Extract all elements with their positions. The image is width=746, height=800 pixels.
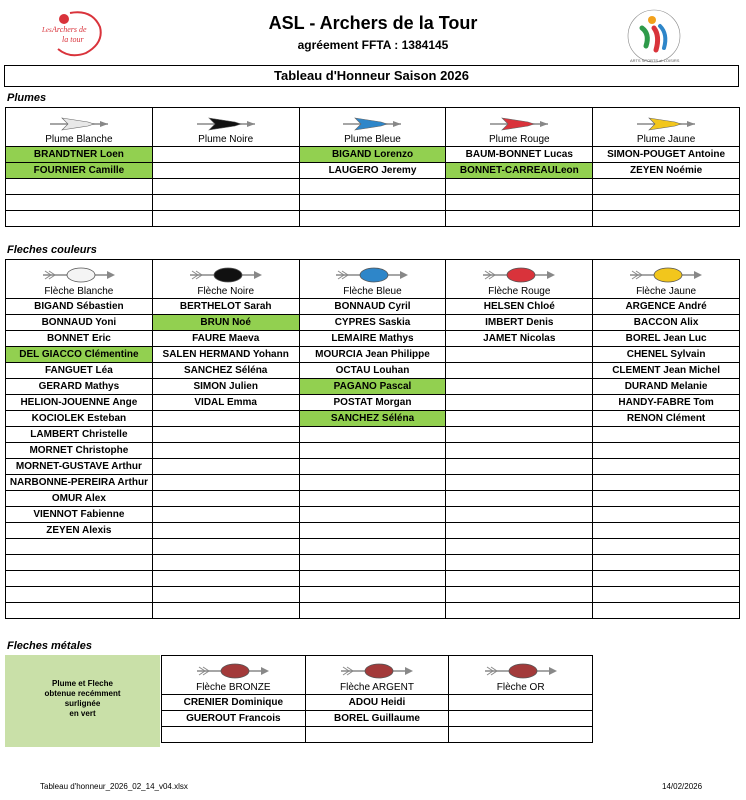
archer-name-cell [446, 603, 593, 619]
column-label: Flèche Rouge [488, 286, 551, 297]
archer-name-cell: LAMBERT Christelle [6, 427, 153, 443]
archer-name-cell: SIMON Julien [152, 379, 299, 395]
table-row [6, 147, 740, 163]
table-row [6, 315, 740, 331]
column-label: Flèche BRONZE [196, 682, 271, 693]
archer-name-cell: LEMAIRE Mathys [299, 331, 446, 347]
archer-name-cell [299, 539, 446, 555]
table-row [6, 395, 740, 411]
archer-name-cell [299, 475, 446, 491]
archer-name-cell: VIENNOT Fabienne [6, 507, 153, 523]
plumes-table [5, 107, 740, 227]
archer-name-cell [446, 379, 593, 395]
archer-name-cell [6, 571, 153, 587]
page-title: ASL - Archers de la Tour [268, 13, 478, 33]
table-row [6, 507, 740, 523]
archer-name-cell: VIDAL Emma [152, 395, 299, 411]
archer-name-cell [446, 179, 593, 195]
svg-text:Archers de: Archers de [52, 25, 87, 34]
archer-name-cell [305, 727, 449, 743]
table-row [162, 727, 593, 743]
table-row [6, 443, 740, 459]
column-label: Flèche Blanche [44, 286, 114, 297]
archer-name-cell: CLEMENT Jean Michel [593, 363, 740, 379]
column-header [446, 260, 593, 299]
arrow-icon [188, 266, 264, 284]
honour-board-banner: Tableau d'Honneur Saison 2026 [4, 65, 739, 87]
feather-icon [341, 116, 403, 132]
column-label: Flèche Noire [197, 286, 255, 297]
archer-name-cell [593, 179, 740, 195]
archer-name-cell [593, 491, 740, 507]
archer-name-cell: HELSEN Chloé [446, 299, 593, 315]
archer-name-cell [152, 163, 299, 179]
archer-name-cell: CHENEL Sylvain [593, 347, 740, 363]
table-row [6, 363, 740, 379]
archer-name-cell: CYPRES Saskia [299, 315, 446, 331]
table-row [6, 491, 740, 507]
archer-name-cell [299, 195, 446, 211]
column-label: Plume Rouge [488, 134, 550, 145]
feather-icon [48, 116, 110, 132]
archer-name-cell: BRANDTNER Loen [6, 147, 153, 163]
archer-name-cell: IMBERT Denis [446, 315, 593, 331]
table-row [6, 411, 740, 427]
archer-name-cell: BACCON Alix [593, 315, 740, 331]
table-row [6, 555, 740, 571]
archer-name-cell [152, 411, 299, 427]
archer-name-cell: POSTAT Morgan [299, 395, 446, 411]
legend-line-1: Plume et Fleche [52, 679, 113, 688]
agreement-number: agréement FFTA : 1384145 [297, 38, 449, 52]
archer-name-cell [449, 711, 593, 727]
arrow-icon [339, 662, 415, 680]
archer-name-cell [299, 427, 446, 443]
archer-name-cell: KOCIOLEK Esteban [6, 411, 153, 427]
archer-name-cell: DURAND Melanie [593, 379, 740, 395]
archer-name-cell [446, 395, 593, 411]
archer-name-cell: SANCHEZ Séléna [152, 363, 299, 379]
archer-name-cell [162, 727, 306, 743]
archer-name-cell: BOREL Guillaume [305, 711, 449, 727]
archer-name-cell [446, 555, 593, 571]
archer-name-cell [299, 507, 446, 523]
archer-name-cell [6, 555, 153, 571]
table-row [6, 211, 740, 227]
archer-name-cell [152, 459, 299, 475]
archer-name-cell: HANDY-FABRE Tom [593, 395, 740, 411]
archer-name-cell [446, 539, 593, 555]
archer-name-cell [449, 727, 593, 743]
archer-name-cell: MORNET-GUSTAVE Arthur [6, 459, 153, 475]
column-label: Plume Bleue [344, 134, 401, 145]
archer-name-cell [446, 411, 593, 427]
table-row [6, 347, 740, 363]
column-header [152, 108, 299, 147]
archer-name-cell: BONNET Eric [6, 331, 153, 347]
table-row [162, 695, 593, 711]
archer-name-cell: BIGAND Lorenzo [299, 147, 446, 163]
archer-name-cell: ARGENCE André [593, 299, 740, 315]
feather-icon [635, 116, 697, 132]
column-label: Plume Jaune [636, 134, 696, 145]
archer-name-cell [299, 211, 446, 227]
column-header [449, 656, 593, 695]
archer-name-cell [152, 523, 299, 539]
archer-name-cell: SIMON-POUGET Antoine [593, 147, 740, 163]
table-row [6, 179, 740, 195]
column-header [6, 260, 153, 299]
archer-name-cell: BIGAND Sébastien [6, 299, 153, 315]
table-row [6, 331, 740, 347]
archer-name-cell: FOURNIER Camille [6, 163, 153, 179]
archer-name-cell [593, 459, 740, 475]
column-header [152, 260, 299, 299]
archer-name-cell [593, 571, 740, 587]
archer-name-cell: CRENIER Dominique [162, 695, 306, 711]
archer-name-cell [593, 443, 740, 459]
plumes-section-title: Plumes [7, 92, 47, 104]
archer-name-cell [593, 475, 740, 491]
fleches-couleurs-table [5, 259, 740, 619]
archer-name-cell [593, 195, 740, 211]
archer-name-cell: ZEYEN Noémie [593, 163, 740, 179]
archer-name-cell: OMUR Alex [6, 491, 153, 507]
table-row [6, 475, 740, 491]
column-label: Flèche ARGENT [340, 682, 414, 693]
table-row [6, 587, 740, 603]
archer-name-cell [152, 571, 299, 587]
archer-name-cell: FANGUET Léa [6, 363, 153, 379]
column-header [593, 260, 740, 299]
archer-name-cell [593, 555, 740, 571]
archer-name-cell: MOURCIA Jean Philippe [299, 347, 446, 363]
archer-name-cell: MORNET Christophe [6, 443, 153, 459]
archer-name-cell [299, 555, 446, 571]
archer-name-cell [593, 603, 740, 619]
table-row [162, 711, 593, 727]
archer-name-cell [299, 443, 446, 459]
legend-line-4: en vert [69, 709, 96, 718]
archer-name-cell [6, 587, 153, 603]
table-row [6, 459, 740, 475]
column-header [446, 108, 593, 147]
arrow-icon [195, 662, 271, 680]
archer-name-cell: JAMET Nicolas [446, 331, 593, 347]
archer-name-cell [6, 539, 153, 555]
column-label: Flèche OR [496, 682, 545, 693]
archer-name-cell [299, 603, 446, 619]
legend-line-3: surlignée [64, 699, 101, 708]
archer-name-cell [299, 571, 446, 587]
archer-name-cell [446, 195, 593, 211]
table-row [6, 539, 740, 555]
archer-name-cell [446, 475, 593, 491]
archer-name-cell [299, 587, 446, 603]
archer-name-cell: NARBONNE-PEREIRA Arthur [6, 475, 153, 491]
archer-name-cell [446, 587, 593, 603]
table-row [6, 299, 740, 315]
archer-name-cell [6, 211, 153, 227]
archer-name-cell [152, 587, 299, 603]
archer-name-cell [446, 347, 593, 363]
arrow-icon [483, 662, 559, 680]
column-header [162, 656, 306, 695]
archer-name-cell: BAUM-BONNET Lucas [446, 147, 593, 163]
footer-filename: Tableau d'honneur_2026_02_14_v04.xlsx [40, 782, 188, 791]
fleches-metales-section-title: Fleches métales [7, 640, 92, 652]
archer-name-cell: BONNET-CARREAULeon [446, 163, 593, 179]
archer-name-cell: HELION-JOUENNE Ange [6, 395, 153, 411]
archer-name-cell [6, 179, 153, 195]
feather-icon [488, 116, 550, 132]
arrow-icon [334, 266, 410, 284]
legend-text [5, 679, 160, 719]
column-label: Plume Blanche [45, 134, 113, 145]
archer-name-cell [6, 603, 153, 619]
archer-name-cell [593, 427, 740, 443]
legend-line-2: obtenue recémment [44, 689, 121, 698]
archer-name-cell [446, 507, 593, 523]
archer-name-cell [152, 443, 299, 459]
column-header [299, 108, 446, 147]
archer-name-cell [152, 211, 299, 227]
archer-name-cell: RENON Clément [593, 411, 740, 427]
archer-name-cell [593, 523, 740, 539]
archer-name-cell [152, 539, 299, 555]
column-header [6, 108, 153, 147]
fleches-metales-table [161, 655, 593, 743]
footer-date: 14/02/2026 [662, 782, 703, 791]
archer-name-cell: ZEYEN Alexis [6, 523, 153, 539]
archer-name-cell: FAURE Maeva [152, 331, 299, 347]
arrow-icon [481, 266, 557, 284]
archer-name-cell: BRUN Noé [152, 315, 299, 331]
archer-name-cell [446, 427, 593, 443]
archer-name-cell [152, 507, 299, 523]
archer-name-cell: SALEN HERMAND Yohann [152, 347, 299, 363]
table-row [6, 603, 740, 619]
archer-name-cell [152, 491, 299, 507]
archer-name-cell [446, 363, 593, 379]
archer-name-cell: GUEROUT Francois [162, 711, 306, 727]
archer-name-cell: BOREL Jean Luc [593, 331, 740, 347]
column-label: Flèche Jaune [636, 286, 697, 297]
svg-text:ARTS SPORTS et LOISIRS: ARTS SPORTS et LOISIRS [630, 58, 680, 63]
archer-name-cell: PAGANO Pascal [299, 379, 446, 395]
column-header [593, 108, 740, 147]
archer-name-cell [152, 179, 299, 195]
archer-name-cell [593, 211, 740, 227]
svg-text:Les: Les [42, 26, 52, 34]
table-row [6, 379, 740, 395]
archer-name-cell [152, 603, 299, 619]
archer-name-cell: BONNAUD Yoni [6, 315, 153, 331]
arrow-icon [41, 266, 117, 284]
archer-name-cell: GERARD Mathys [6, 379, 153, 395]
column-label: Flèche Bleue [343, 286, 402, 297]
archer-name-cell [446, 443, 593, 459]
archer-name-cell [593, 539, 740, 555]
archer-name-cell [299, 459, 446, 475]
archer-name-cell [446, 491, 593, 507]
column-label: Plume Noire [198, 134, 254, 145]
archer-name-cell: ADOU Heidi [305, 695, 449, 711]
archer-name-cell: OCTAU Louhan [299, 363, 446, 379]
archer-name-cell [152, 195, 299, 211]
table-row [6, 523, 740, 539]
archer-name-cell [446, 571, 593, 587]
fleches-couleurs-section-title: Fleches couleurs [7, 244, 97, 256]
arrow-icon [628, 266, 704, 284]
column-header [305, 656, 449, 695]
archer-name-cell [152, 147, 299, 163]
svg-text:la tour: la tour [62, 35, 84, 44]
archer-name-cell: LAUGERO Jeremy [299, 163, 446, 179]
archer-name-cell [299, 491, 446, 507]
archer-name-cell [6, 195, 153, 211]
archer-name-cell: BONNAUD Cyril [299, 299, 446, 315]
table-row [6, 195, 740, 211]
archer-name-cell [449, 695, 593, 711]
archer-name-cell [446, 523, 593, 539]
archer-name-cell: DEL GIACCO Clémentine [6, 347, 153, 363]
table-row [6, 163, 740, 179]
archer-name-cell [593, 587, 740, 603]
archer-name-cell [152, 427, 299, 443]
archer-name-cell: SANCHEZ Séléna [299, 411, 446, 427]
feather-icon [195, 116, 257, 132]
archer-name-cell: BERTHELOT Sarah [152, 299, 299, 315]
archer-name-cell [299, 179, 446, 195]
table-row [6, 427, 740, 443]
column-header [299, 260, 446, 299]
archer-name-cell [152, 555, 299, 571]
archer-name-cell [593, 507, 740, 523]
table-row [6, 571, 740, 587]
archer-name-cell [446, 211, 593, 227]
archer-name-cell [299, 523, 446, 539]
archer-name-cell [152, 475, 299, 491]
archer-name-cell [446, 459, 593, 475]
